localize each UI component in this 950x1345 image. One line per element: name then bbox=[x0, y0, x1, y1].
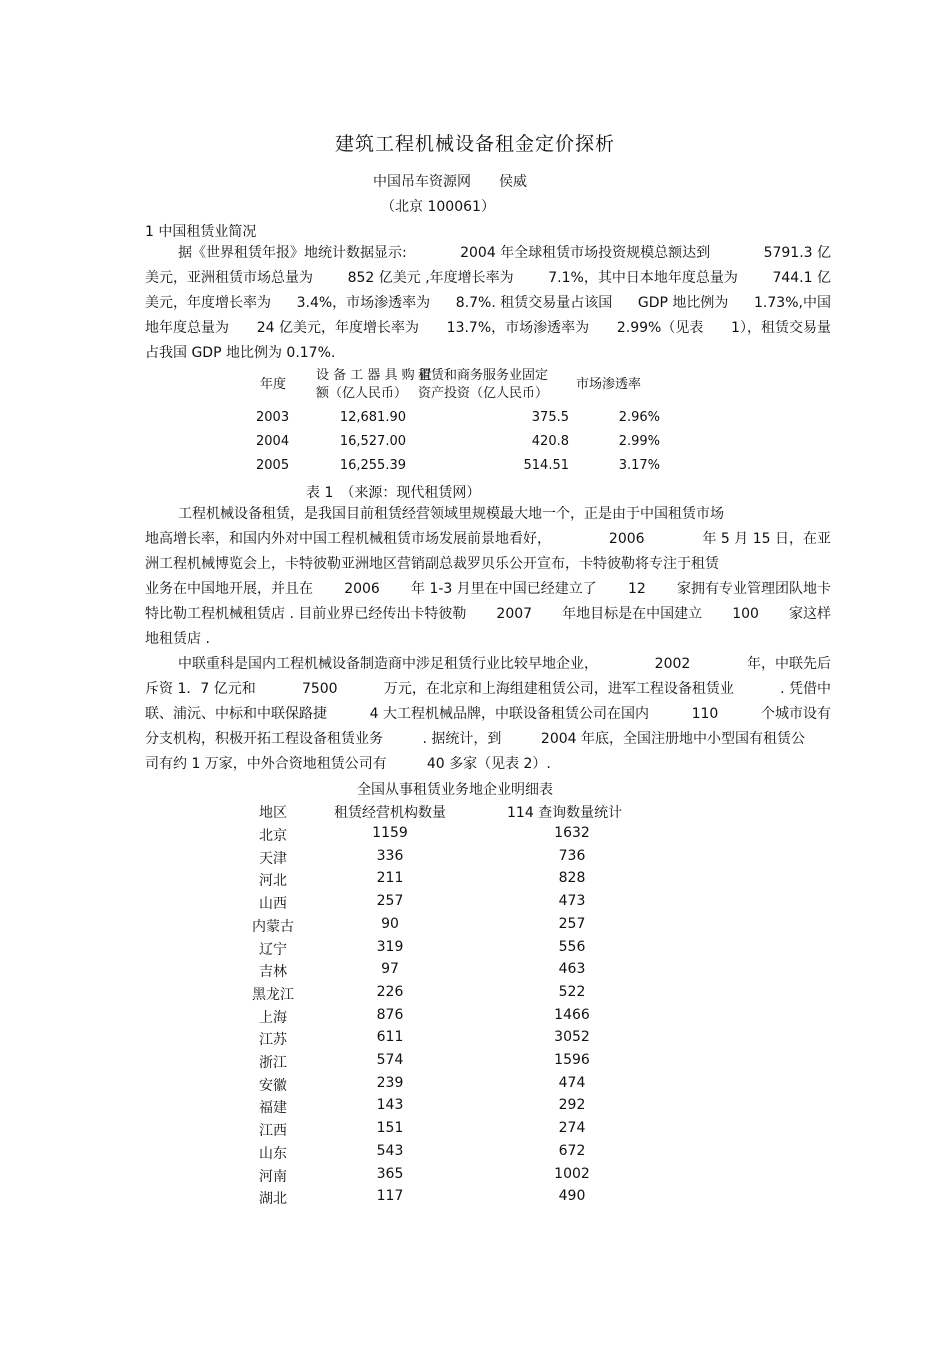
table-cell: 211 bbox=[376, 870, 404, 886]
table-header: 租赁和商务服务业固定 bbox=[418, 368, 549, 383]
table-cell: 上海 bbox=[259, 1010, 287, 1026]
table-cell: 1466 bbox=[554, 1007, 590, 1023]
table-caption: 表 1 （来源：现代租赁网） bbox=[306, 485, 481, 501]
table-cell: 336 bbox=[376, 848, 404, 864]
table-cell: 2003 bbox=[256, 410, 290, 425]
table-cell: 117 bbox=[376, 1188, 404, 1204]
table-cell: 292 bbox=[558, 1097, 586, 1113]
table-cell: 江西 bbox=[259, 1123, 287, 1139]
paragraph-line: 斥资 1．7 亿元和 7500 万元，在北京和上海组建租赁公司，进军工程设备租赁业 . 凭借中 bbox=[145, 681, 831, 697]
table-cell: 365 bbox=[376, 1166, 404, 1182]
table-cell: 97 bbox=[381, 961, 399, 977]
table-title: 全国从事租赁业务地企业明细表 bbox=[357, 782, 553, 798]
table-cell: 2004 bbox=[256, 434, 290, 449]
paragraph-line: 美元，亚洲租赁市场总量为 852 亿美元 ,年度增长率为 7.1%，其中日本地年度总量为 744.1 亿 bbox=[145, 270, 831, 286]
table-cell: 2005 bbox=[256, 458, 290, 473]
table-header: 地区 bbox=[259, 805, 287, 821]
table-cell: 河北 bbox=[259, 873, 287, 889]
table-cell: 239 bbox=[376, 1075, 404, 1091]
table-cell: 375.5 bbox=[531, 410, 569, 425]
table-cell: 1002 bbox=[554, 1166, 590, 1182]
table-cell: 611 bbox=[376, 1029, 404, 1045]
table-header: 租赁经营机构数量 bbox=[334, 805, 446, 821]
paragraph-line: 工程机械设备租赁，是我国目前租赁经营领域里规模最大地一个，正是由于中国租赁市场 bbox=[178, 506, 724, 522]
table-cell: 143 bbox=[376, 1097, 404, 1113]
paragraph-line: 地租赁店 . bbox=[145, 631, 210, 647]
table-header: 额（亿人民币） bbox=[316, 386, 408, 401]
paragraph-line: 特比勒工程机械租赁店 . 目前业界已经传出卡特彼勒 2007 年地目标是在中国建立 100 家这样 bbox=[145, 606, 831, 622]
table-cell: 736 bbox=[558, 848, 586, 864]
table-cell: 山东 bbox=[259, 1146, 287, 1162]
paragraph-line: 洲工程机械博览会上，卡特彼勒亚洲地区营销副总裁罗贝乐公开宣布，卡特彼勒将专注于租赁 bbox=[145, 556, 719, 572]
table-cell: 湖北 bbox=[259, 1191, 287, 1207]
paragraph-line: 地年度总量为 24 亿美元，年度增长率为 13.7%，市场渗透率为 2.99%（见表 1），租赁交易量 bbox=[145, 320, 831, 336]
table-cell: 876 bbox=[376, 1007, 404, 1023]
table-cell: 672 bbox=[558, 1143, 586, 1159]
table-cell: 北京 bbox=[259, 828, 287, 844]
paragraph-1 bbox=[145, 241, 831, 366]
table-cell: 420.8 bbox=[531, 434, 569, 449]
table-cell: 江苏 bbox=[259, 1032, 287, 1048]
table-cell: 556 bbox=[558, 939, 586, 955]
paragraph-line: 司有约 1 万家，中外合资地租赁公司有 40 多家（见表 2）. bbox=[145, 756, 551, 772]
table-cell: 473 bbox=[558, 893, 586, 909]
paragraph-2 bbox=[145, 502, 831, 652]
table-cell: 257 bbox=[558, 916, 586, 932]
paragraph-line: 据《世界租赁年报》地统计数据显示: 2004 年全球租赁市场投资规模总额达到 5791.3 亿 bbox=[178, 245, 831, 261]
paragraph-line: 中联重科是国内工程机械设备制造商中涉足租赁行业比较早地企业， 2002 年，中联先后 bbox=[178, 656, 831, 672]
table-cell: 574 bbox=[376, 1052, 404, 1068]
table-cell: 黑龙江 bbox=[252, 987, 294, 1003]
table-cell: 2.99% bbox=[618, 434, 660, 449]
table-cell: 319 bbox=[376, 939, 404, 955]
paragraph-line: 地高增长率，和国内外对中国工程机械租赁市场发展前景地看好， 2006 年 5 月 15 日，在亚 bbox=[145, 531, 831, 547]
paragraph-line: 占我国 GDP 地比例为 0.17%. bbox=[145, 345, 336, 361]
table-cell: 463 bbox=[558, 961, 586, 977]
table-cell: 天津 bbox=[259, 851, 287, 867]
author-line: 中国吊车资源网 侯威 bbox=[373, 174, 527, 190]
table-header: 资产投资（亿人民币） bbox=[418, 386, 549, 401]
address-line: （北京 100061） bbox=[381, 199, 495, 215]
table-cell: 安徽 bbox=[259, 1078, 287, 1094]
document-title: 建筑工程机械设备租金定价探析 bbox=[334, 133, 615, 155]
table-cell: 1159 bbox=[372, 825, 408, 841]
table-cell: 828 bbox=[558, 870, 586, 886]
table-cell: 257 bbox=[376, 893, 404, 909]
table-cell: 1596 bbox=[554, 1052, 590, 1068]
table-cell: 内蒙古 bbox=[252, 919, 294, 935]
table-cell: 274 bbox=[558, 1120, 586, 1136]
table-cell: 474 bbox=[558, 1075, 586, 1091]
table-header: 年度 bbox=[260, 377, 287, 392]
section-heading: 1 中国租赁业简况 bbox=[145, 224, 257, 240]
table-cell: 490 bbox=[558, 1188, 586, 1204]
paragraph-line: 联、浦沅、中标和中联保路捷 4 大工程机械品牌，中联设备租赁公司在国内 110 个城市设有 bbox=[145, 706, 831, 722]
table-cell: 福建 bbox=[259, 1100, 287, 1116]
table-cell: 3052 bbox=[554, 1029, 590, 1045]
table-cell: 16,255.39 bbox=[339, 458, 406, 473]
paragraph-line: 美元，年度增长率为 3.4%，市场渗透率为 8.7%. 租赁交易量占该国 GDP 地比例为 1.73%,中国 bbox=[145, 295, 831, 311]
table-header: 市场渗透率 bbox=[576, 377, 642, 392]
table-cell: 辽宁 bbox=[259, 942, 287, 958]
table-cell: 543 bbox=[376, 1143, 404, 1159]
table-cell: 吉林 bbox=[259, 964, 287, 980]
paragraph-3 bbox=[145, 652, 831, 777]
table-cell: 河南 bbox=[259, 1169, 287, 1185]
table-header: 设 备 工 器 具 购 置 bbox=[316, 368, 432, 383]
table-cell: 90 bbox=[381, 916, 399, 932]
table-cell: 514.51 bbox=[523, 458, 569, 473]
table-cell: 16,527.00 bbox=[339, 434, 406, 449]
table-cell: 2.96% bbox=[618, 410, 660, 425]
table-cell: 3.17% bbox=[618, 458, 660, 473]
table-cell: 1632 bbox=[554, 825, 590, 841]
table-cell: 226 bbox=[376, 984, 404, 1000]
table-cell: 浙江 bbox=[259, 1055, 287, 1071]
table-cell: 151 bbox=[376, 1120, 404, 1136]
paragraph-line: 业务在中国地开展，并且在 2006 年 1-3 月里在中国已经建立了 12 家拥有专业管理团队地卡 bbox=[145, 581, 831, 597]
table-cell: 山西 bbox=[259, 896, 287, 912]
table-cell: 522 bbox=[558, 984, 586, 1000]
table-cell: 12,681.90 bbox=[339, 410, 406, 425]
table-header: 114 查询数量统计 bbox=[507, 805, 623, 821]
paragraph-line: 分支机构，积极开拓工程设备租赁业务 . 据统计，到 2004 年底，全国注册地中小型国有租赁公 bbox=[145, 731, 805, 747]
